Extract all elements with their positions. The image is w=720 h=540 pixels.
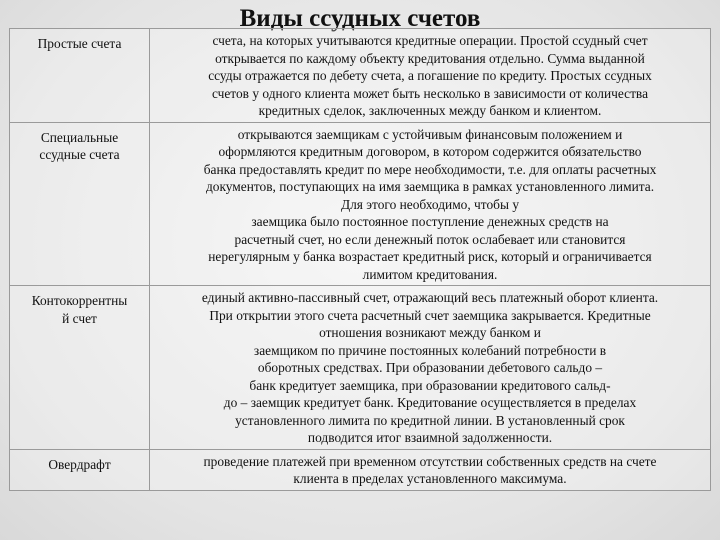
- description-line: оборотных средствах. При образовании дебетового сальдо –: [257, 360, 603, 375]
- account-description-cell: [150, 449, 711, 490]
- description-line: открывается по каждому объекту кредитования отдельно. Сумма выданной: [215, 50, 645, 66]
- description-line: подводится итог взаимной задолженности.: [307, 430, 553, 445]
- account-type-line: Простые счета: [37, 36, 122, 51]
- account-type-line: ссудные счета: [39, 147, 120, 162]
- description-line: банка предоставлять кредит по мере необходимости, т.е. для оплаты расчетных: [203, 161, 657, 177]
- description-line: расчетный счет, но если денежный поток ослабевает или становится: [234, 231, 626, 247]
- account-type-cell: [10, 286, 150, 450]
- description-line: документов, поступающих на имя заемщика в рамках установленного лимита.: [205, 179, 655, 194]
- loan-accounts-table: [9, 28, 711, 491]
- description-line: установленного лимита по кредитной линии. В установленный срок: [235, 412, 625, 428]
- description-line: открываются заемщикам с устойчивым финансовым положением и: [237, 126, 623, 142]
- description-line: При открытии этого счета расчетный счет заемщика закрывается. Кредитные: [209, 307, 651, 323]
- account-description-cell: [150, 29, 711, 123]
- description-line: единый активно-пассивный счет, отражающий весь платежный оборот клиента.: [201, 290, 659, 305]
- description-line: банк кредитует заемщика, при образовании кредитового сальд-: [249, 377, 611, 393]
- table-row: [10, 286, 711, 450]
- account-type-line: Специальные: [40, 129, 119, 145]
- description-line: заемщика было постоянное поступление денежных средств на: [251, 214, 609, 229]
- account-type-cell: [10, 29, 150, 123]
- description-line: нерегулярным у банка возрастает кредитный риск, который и ограничивается: [208, 249, 652, 264]
- account-type-line: Контокоррентны: [31, 293, 128, 308]
- description-line: лимитом кредитования.: [362, 266, 498, 282]
- account-type-cell: [10, 449, 150, 490]
- description-line: отношения возникают между банком и: [319, 325, 541, 340]
- description-line: до – заемщик кредитует банк. Кредитование осуществляется в пределах: [223, 395, 637, 410]
- description-line: оформляются кредитным договором, в котором содержится обязательство: [218, 144, 642, 159]
- account-description-cell: [150, 286, 711, 450]
- description-line: счета, на которых учитываются кредитные операции. Простой ссудный счет: [212, 33, 648, 48]
- description-line: клиента в пределах установленного максимума.: [293, 471, 567, 486]
- account-type-line: Овердрафт: [48, 456, 111, 472]
- table-row: [10, 449, 711, 490]
- description-line: кредитных сделок, заключенных между банком и клиентом.: [258, 103, 602, 118]
- account-type-cell: [10, 122, 150, 286]
- description-line: Для этого необходимо, чтобы у: [340, 196, 520, 212]
- description-line: ссуды отражается по дебету счета, а погашение по кредиту. Простых ссудных: [208, 68, 652, 83]
- description-line: проведение платежей при временном отсутствии собственных средств на счете: [203, 453, 657, 469]
- table-row: [10, 122, 711, 286]
- account-type-line: й счет: [62, 310, 97, 326]
- account-description-cell: [150, 122, 711, 286]
- page-title: Виды ссудных счетов: [239, 5, 481, 32]
- table-row: [10, 29, 711, 123]
- description-line: счетов у одного клиента может быть несколько в зависимости от количества: [211, 85, 649, 101]
- description-line: заемщиком по причине постоянных колебаний потребности в: [253, 342, 607, 358]
